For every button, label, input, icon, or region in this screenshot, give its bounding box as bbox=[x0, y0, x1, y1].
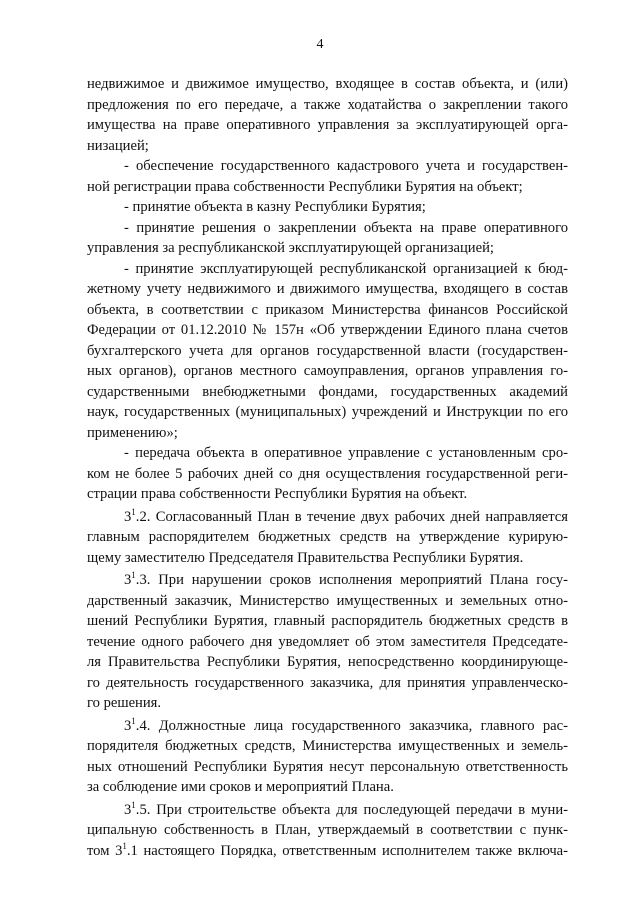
text-line bbox=[87, 800, 568, 821]
text-line bbox=[87, 423, 568, 444]
text-line bbox=[87, 736, 568, 757]
line-text: .1 настоящего Порядка, ответственным исполнителем также включа- bbox=[126, 842, 568, 859]
clause-number: 3 bbox=[124, 572, 132, 588]
text-line bbox=[87, 673, 568, 694]
line-text: - передача объекта в оперативное управление с установленным сро- bbox=[124, 445, 568, 461]
line-text: жетному учету недвижимого и движимого имущества, входящего в состав bbox=[87, 281, 568, 297]
text-line bbox=[87, 197, 568, 218]
line-text: ля Правительства Республики Бурятия, непосредственно координирующе- bbox=[87, 654, 568, 670]
clause-number: 3 bbox=[124, 801, 132, 818]
line-text: предложения по его передаче, а также ходатайства о закреплении такого bbox=[87, 96, 568, 113]
line-text: - принятие объекта в казну Республики Бурятия; bbox=[124, 199, 426, 215]
line-text: за соблюдение ими сроков и мероприятий Плана. bbox=[87, 779, 394, 795]
text-line bbox=[87, 177, 568, 198]
line-text: дарственный заказчик, Министерство имущественных и земельных отно- bbox=[87, 592, 568, 609]
text-line bbox=[87, 156, 568, 177]
text-line bbox=[87, 820, 568, 841]
line-text: имущества на праве оперативного управления за эксплуатирующей орга- bbox=[87, 117, 568, 133]
text-line bbox=[87, 361, 568, 382]
text-line bbox=[87, 341, 568, 362]
text-line bbox=[87, 115, 568, 136]
line-text: сударственными внебюджетными фондами, государственных академий bbox=[87, 383, 568, 400]
line-text: шений Республики Бурятия, главный распорядитель бюджетных средств в bbox=[87, 613, 568, 629]
line-text: .3. При нарушении сроков исполнения мероприятий Плана госу- bbox=[135, 572, 568, 588]
text-line bbox=[87, 548, 568, 569]
text-line bbox=[87, 238, 568, 259]
text-line bbox=[87, 484, 568, 505]
text-line bbox=[87, 136, 568, 157]
line-prefix: том 3 bbox=[87, 842, 123, 859]
line-text: бухгалтерского учета для органов государственной власти (государствен- bbox=[87, 342, 568, 359]
text-line bbox=[87, 95, 568, 116]
line-text: .2. Согласованный План в течение двух рабочих дней направляется bbox=[135, 508, 568, 525]
text-line bbox=[87, 841, 568, 862]
line-text: - принятие решения о закреплении объекта на праве оперативного bbox=[124, 219, 568, 236]
line-text: щему заместителю Председателя Правительства Республики Бурятия. bbox=[87, 549, 524, 566]
line-text: - обеспечение государственного кадастрового учета и государствен- bbox=[124, 158, 568, 174]
line-text: течение одного рабочего дня уведомляет об этом заместителя Председате- bbox=[87, 633, 568, 650]
text-line bbox=[87, 259, 568, 280]
line-text: го решения. bbox=[87, 695, 162, 711]
line-text: низацией; bbox=[87, 137, 149, 154]
clause-superscript: 1 bbox=[122, 840, 127, 851]
text-line bbox=[87, 382, 568, 403]
line-text: го деятельность государственного заказчика, для принятия управленческо- bbox=[87, 674, 568, 691]
text-line bbox=[87, 218, 568, 239]
text-line bbox=[87, 757, 568, 778]
text-line bbox=[87, 74, 568, 95]
document-body bbox=[87, 74, 568, 861]
text-line bbox=[87, 320, 568, 341]
text-line bbox=[87, 507, 568, 528]
line-text: наук, государственных (муниципальных) учреждений и Инструкции по его bbox=[87, 404, 568, 420]
line-text: ных отношений Республики Бурятия несут персональную ответственность bbox=[87, 758, 568, 775]
text-line bbox=[87, 652, 568, 673]
text-line bbox=[87, 777, 568, 798]
text-line bbox=[87, 527, 568, 548]
text-line bbox=[87, 464, 568, 485]
line-text: недвижимое и движимое имущество, входящее в состав объекта, и (или) bbox=[87, 76, 568, 92]
line-text: главным распорядителем бюджетных средств на утверждение курирую- bbox=[87, 529, 568, 545]
clause-number: 3 bbox=[124, 717, 132, 734]
line-text: Федерации от 01.12.2010 № 157н «Об утверждении Единого плана счетов bbox=[87, 322, 568, 338]
text-line bbox=[87, 632, 568, 653]
text-line bbox=[87, 443, 568, 464]
text-line bbox=[87, 591, 568, 612]
clause-superscript: 1 bbox=[131, 799, 136, 810]
line-text: страции права собственности Республики Бурятия на объект. bbox=[87, 486, 468, 502]
line-text: - принятие эксплуатирующей республиканской организацией к бюд- bbox=[124, 260, 568, 277]
line-text: ных органов), органов местного самоуправления, органов управления го- bbox=[87, 363, 568, 379]
text-line bbox=[87, 570, 568, 591]
page-number: 4 bbox=[316, 37, 324, 52]
line-text: ной регистрации права собственности Республики Бурятия на объект; bbox=[87, 178, 523, 195]
clause-number: 3 bbox=[124, 508, 132, 525]
text-line bbox=[87, 611, 568, 632]
line-text: ком не более 5 рабочих дней со дня осуществления государственной реги- bbox=[87, 465, 568, 482]
line-text: объекта, в соответствии с приказом Министерства финансов Российской bbox=[87, 301, 568, 318]
line-text: .5. При строительстве объекта для последующей передачи в муни- bbox=[135, 801, 568, 818]
text-line bbox=[87, 402, 568, 423]
line-text: управления за республиканской эксплуатирующей организацией; bbox=[87, 240, 494, 256]
clause-superscript: 1 bbox=[131, 506, 136, 517]
line-text: .4. Должностные лица государственного заказчика, главного рас- bbox=[135, 717, 568, 734]
text-line bbox=[87, 716, 568, 737]
line-text: порядителя бюджетных средств, Министерства имущественных и земель- bbox=[87, 738, 568, 754]
clause-superscript: 1 bbox=[131, 715, 136, 726]
text-line bbox=[87, 300, 568, 321]
line-text: применению»; bbox=[87, 424, 178, 441]
clause-superscript: 1 bbox=[131, 570, 136, 580]
text-line bbox=[87, 279, 568, 300]
text-line bbox=[87, 693, 568, 714]
line-text: ципальную собственность в План, утверждаемый в соответствии с пунк- bbox=[87, 822, 568, 838]
